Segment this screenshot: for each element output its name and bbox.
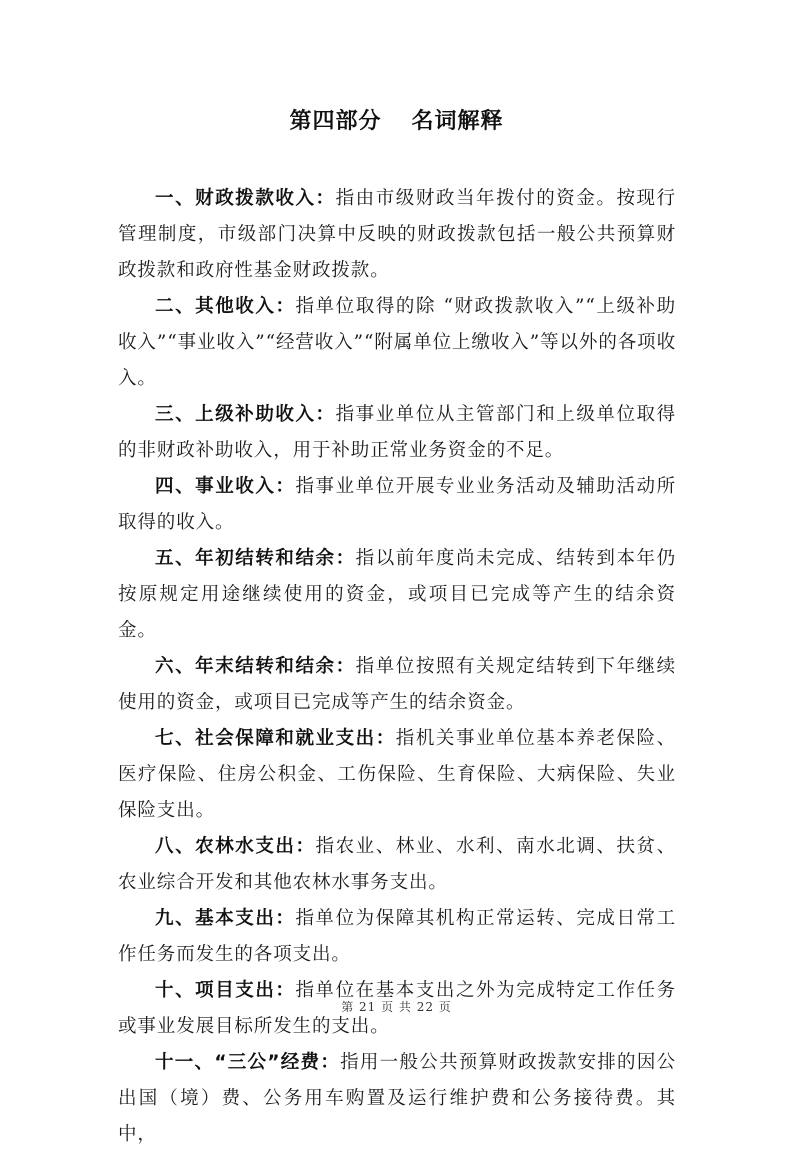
- entry-term: 五、年初结转和结余：: [155, 548, 356, 569]
- entry-text: 指由市级财政当年拨付的资金。按现行管理制度，市级部门决算中反映的财政拨款包括一般公共预算财政拨款和政府性基金财政拨款。: [118, 188, 676, 281]
- glossary-entry: [118, 649, 676, 721]
- entry-term: 六、年末结转和结余：: [155, 656, 356, 677]
- glossary-entry: [118, 829, 676, 901]
- entry-term: 七、社会保障和就业支出：: [155, 728, 396, 749]
- entry-text: 指用一般公共预算财政拨款安排的因公出国（境）费、公务用车购置及运行维护费和公务接待费。其中，: [118, 1052, 676, 1145]
- glossary-entry: [118, 289, 676, 397]
- page-title: [0, 104, 793, 135]
- entry-text: 指单位在基本支出之外为完成特定工作任务或事业发展目标所发生的支出。: [118, 980, 676, 1037]
- title-name: 名词解释: [411, 109, 504, 134]
- entry-term: 三、上级补助收入：: [155, 404, 336, 425]
- glossary-entry: [118, 397, 676, 469]
- page-footer: 第 21 页 共 22 页: [341, 1000, 452, 1014]
- entry-term: 十一、“三公”经费：: [155, 1052, 341, 1073]
- glossary-entry: [118, 541, 676, 649]
- entry-text: 指机关事业单位基本养老保险、医疗保险、住房公积金、工伤保险、生育保险、大病保险、失业保险支出。: [118, 728, 676, 821]
- entry-text: 指事业单位从主管部门和上级单位取得的非财政补助收入，用于补助正常业务资金的不足。: [118, 404, 676, 461]
- entry-text: 指事业单位开展专业业务活动及辅助活动所取得的收入。: [118, 476, 676, 533]
- glossary-entry: [118, 181, 676, 289]
- glossary-entry: [118, 1045, 676, 1153]
- entry-text: 指农业、林业、水利、南水北调、扶贫、农业综合开发和其他农林水事务支出。: [118, 836, 677, 893]
- glossary-entry: [118, 469, 676, 541]
- entry-term: 八、农林水支出：: [155, 836, 316, 857]
- entry-text: 指以前年度尚未完成、结转到本年仍按原规定用途继续使用的资金，或项目已完成等产生的结余资金。: [118, 548, 676, 641]
- glossary-entry: [118, 721, 676, 829]
- entry-term: 十、项目支出：: [155, 980, 296, 1001]
- entry-term: 四、事业收入：: [155, 476, 296, 497]
- entry-text: 指单位取得的除 “财政拨款收入”“上级补助收入”“事业收入”“经营收入”“附属单位上缴收入”等以外的各项收入。: [118, 296, 676, 389]
- entry-term: 九、基本支出：: [155, 908, 296, 929]
- glossary-entry: [118, 901, 676, 973]
- entry-term: 二、其他收入：: [155, 296, 296, 317]
- entry-text: 指单位为保障其机构正常运转、完成日常工作任务而发生的各项支出。: [118, 908, 676, 965]
- title-part: 第四部分: [289, 109, 382, 134]
- entry-term: 一、财政拨款收入：: [155, 188, 336, 209]
- entry-text: 指单位按照有关规定结转到下年继续使用的资金，或项目已完成等产生的结余资金。: [118, 656, 676, 713]
